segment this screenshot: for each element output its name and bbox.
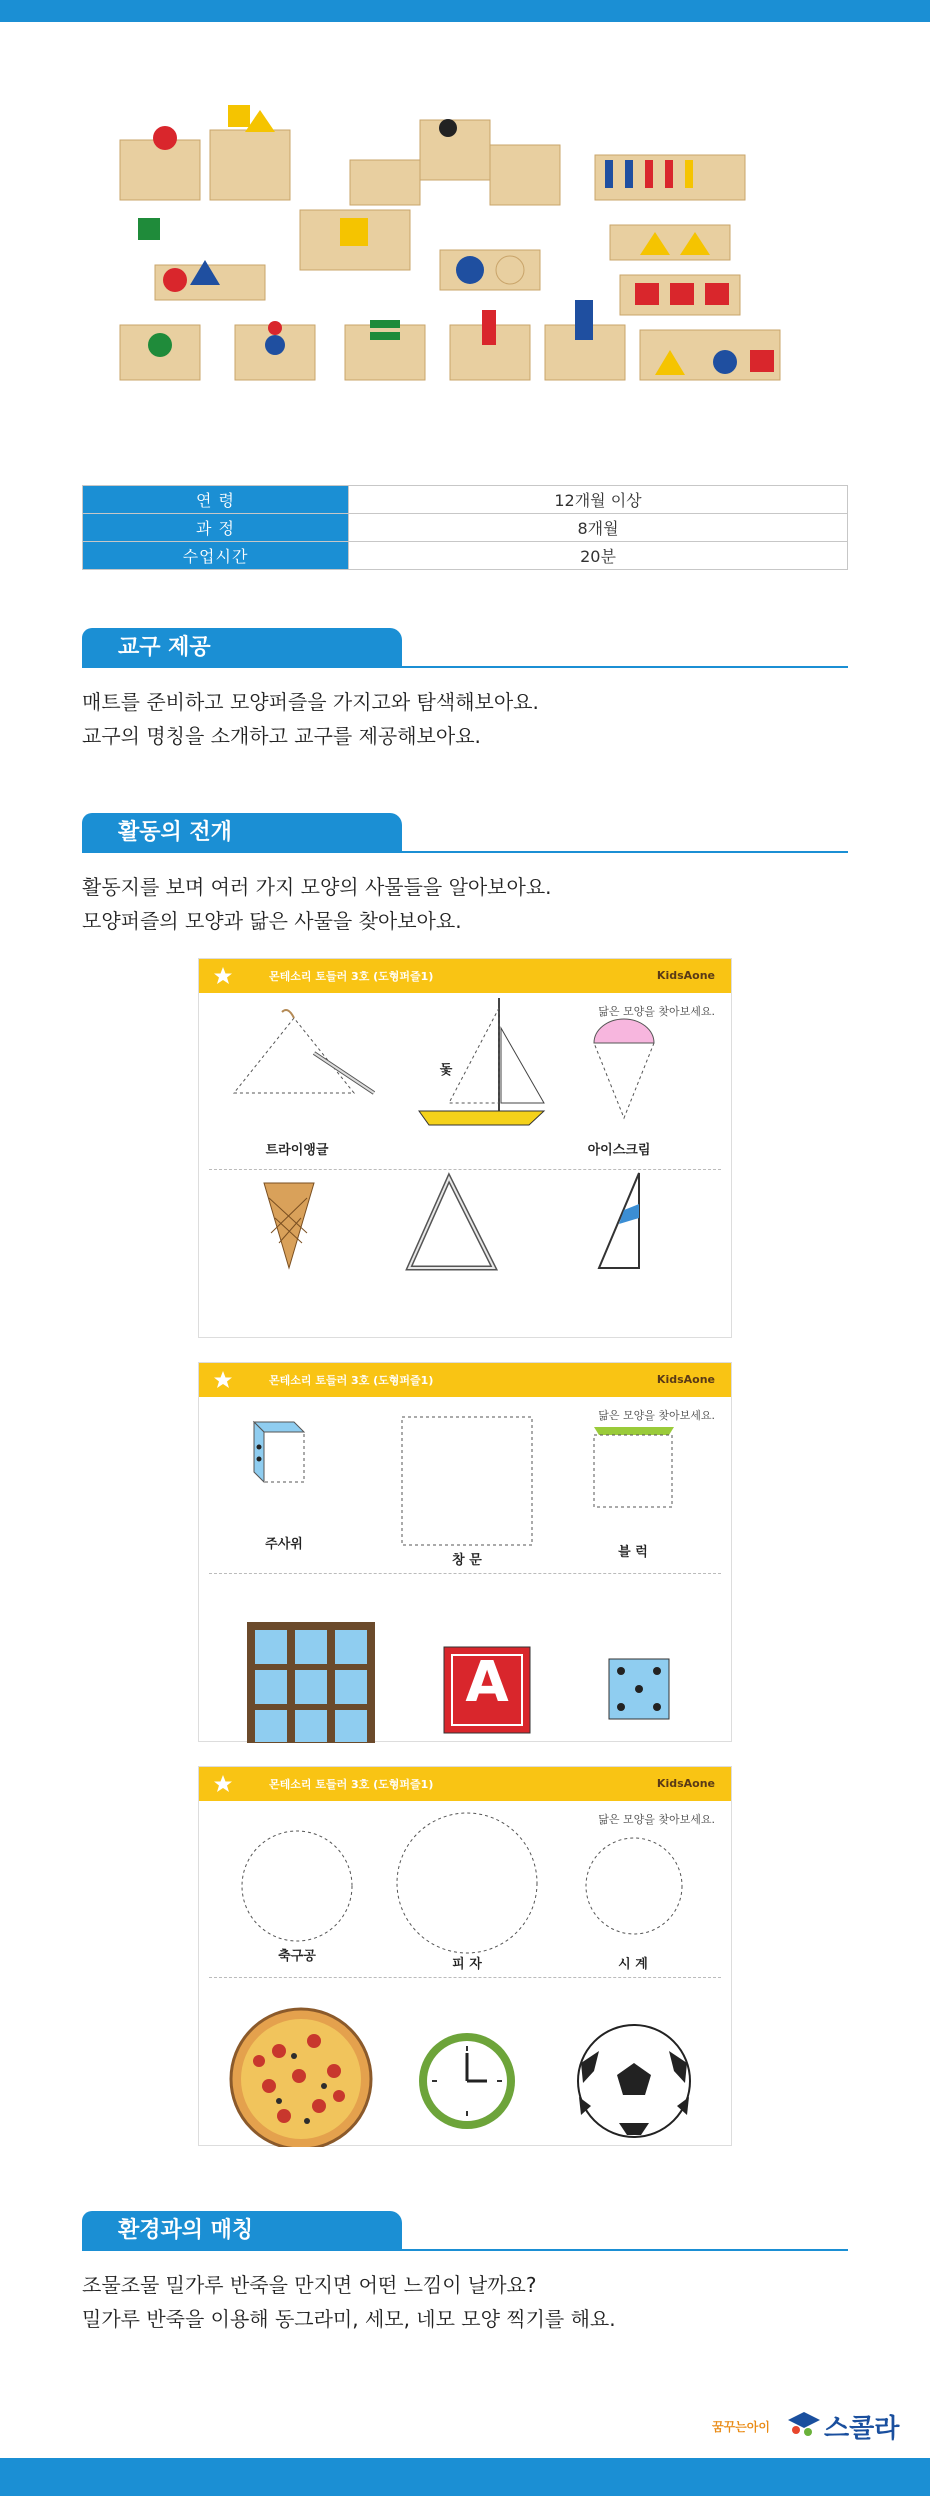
label-triangle: 트라이앵글	[265, 1143, 329, 1158]
section-body-activity	[82, 870, 848, 938]
info-value: 12개월 이상	[349, 486, 848, 514]
label-icecream: 아이스크림	[587, 1143, 651, 1158]
product-photo	[110, 100, 840, 400]
section-body-materials	[82, 685, 848, 753]
worksheet-divider	[209, 1977, 721, 1978]
label-window: 창 문	[452, 1553, 482, 1568]
section-header-materials	[82, 628, 848, 668]
worksheet-divider	[209, 1169, 721, 1170]
star-logo-icon	[213, 1370, 233, 1390]
footer-brand: 스콜라	[824, 2414, 900, 2444]
worksheet-brand: KidsAone	[656, 1373, 715, 1386]
graduation-cap-icon	[786, 2410, 822, 2440]
worksheet-divider	[209, 1573, 721, 1574]
worksheet-header	[199, 1363, 731, 1397]
worksheet-illustrations	[199, 993, 733, 1339]
section-header-environment	[82, 2211, 848, 2251]
info-label: 과 정	[83, 514, 349, 542]
worksheet-title: 몬테소리 토들러 3호 (도형퍼즐1)	[269, 1374, 434, 1387]
worksheet-title: 몬테소리 토들러 3호 (도형퍼즐1)	[269, 1778, 434, 1791]
section-line: 모양퍼즐의 모양과 닮은 사물을 찾아보아요.	[82, 909, 462, 933]
section-header-activity	[82, 813, 848, 853]
worksheet-header	[199, 959, 731, 993]
star-logo-icon	[213, 1774, 233, 1794]
info-row-course	[83, 514, 848, 542]
label-clock: 시 계	[618, 1957, 648, 1972]
worksheet-brand: KidsAone	[656, 1777, 715, 1790]
section-line: 매트를 준비하고 모양퍼즐을 가지고와 탐색해보아요.	[82, 690, 539, 714]
worksheet-triangle	[198, 958, 732, 1338]
info-value: 8개월	[349, 514, 848, 542]
section-title: 환경과의 매칭	[82, 2211, 402, 2251]
worksheet-title: 몬테소리 토들러 3호 (도형퍼즐1)	[269, 970, 434, 983]
worksheet-hint: 닮은 모양을 찾아보세요.	[598, 1409, 715, 1422]
label-dice: 주사위	[265, 1537, 303, 1552]
info-row-age	[83, 486, 848, 514]
worksheet-hint: 닮은 모양을 찾아보세요.	[598, 1813, 715, 1826]
section-line: 활동지를 보며 여러 가지 모양의 사물들을 알아보아요.	[82, 875, 552, 899]
top-bar	[0, 0, 930, 22]
label-block: 블 럭	[618, 1545, 648, 1560]
worksheet-header	[199, 1767, 731, 1801]
info-row-time	[83, 542, 848, 570]
section-body-environment	[82, 2268, 848, 2336]
info-table	[82, 485, 848, 570]
info-label: 연 령	[83, 486, 349, 514]
section-line: 밀가루 반죽을 이용해 동그라미, 세모, 네모 모양 찍기를 해요.	[82, 2307, 616, 2331]
section-title: 교구 제공	[82, 628, 402, 668]
bottom-bar	[0, 2458, 930, 2496]
worksheet-square	[198, 1362, 732, 1742]
block-letter: A	[465, 1650, 509, 1715]
info-value: 20분	[349, 542, 848, 570]
section-title: 활동의 전개	[82, 813, 402, 853]
worksheet-hint: 닮은 모양을 찾아보세요.	[598, 1005, 715, 1018]
label-pizza: 피 자	[452, 1957, 482, 1972]
star-logo-icon	[213, 966, 233, 986]
footer-logo	[712, 2406, 902, 2446]
worksheet-circle	[198, 1766, 732, 2146]
section-line: 교구의 명칭을 소개하고 교구를 제공해보아요.	[82, 724, 481, 748]
worksheet-brand: KidsAone	[656, 969, 715, 982]
info-label: 수업시간	[83, 542, 349, 570]
footer-tagline: 꿈꾸는아이	[712, 2420, 770, 2434]
section-line: 조물조물 밀가루 반죽을 만지면 어떤 느낌이 날까요?	[82, 2273, 537, 2297]
label-sail: 돛	[439, 1063, 453, 1078]
worksheet-illustrations	[199, 1801, 733, 2147]
label-soccer-ball: 축구공	[278, 1949, 316, 1964]
